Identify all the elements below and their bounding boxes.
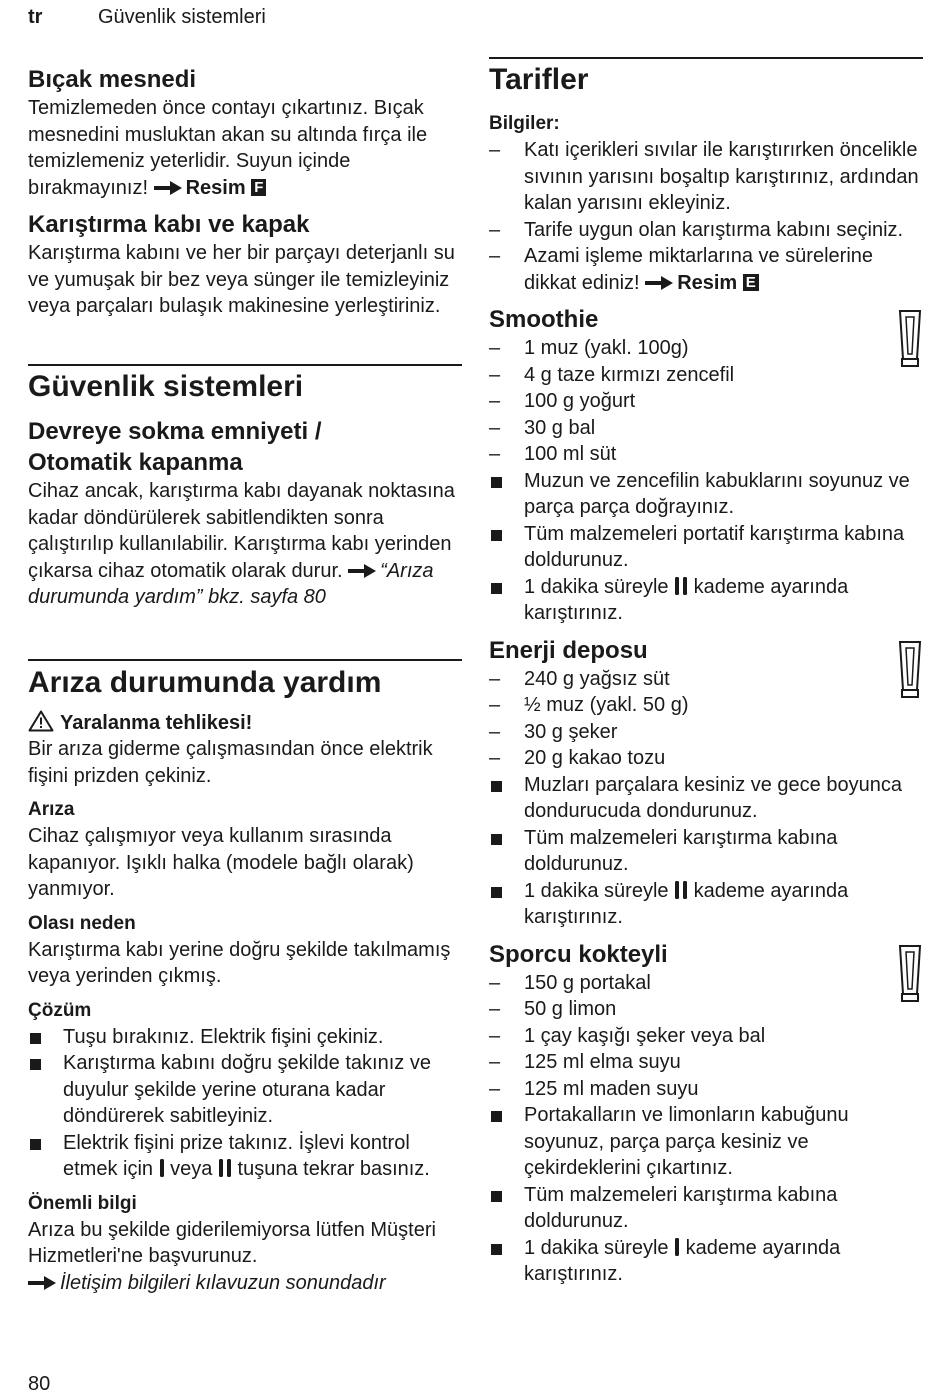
speed-1-icon bbox=[674, 1238, 680, 1256]
speed-2-icon bbox=[674, 881, 688, 899]
page-number: 80 bbox=[28, 1373, 51, 1395]
speed-1-icon bbox=[159, 1159, 165, 1177]
list-item: – 1 çay kaşığı şeker veya bal bbox=[489, 1024, 766, 1047]
arrow-right-icon bbox=[348, 564, 376, 578]
safety-subtitle-line1: Devreye sokma emniyeti / bbox=[28, 418, 322, 445]
list-item: – ½ muz (yakl. 50 g) bbox=[489, 694, 689, 716]
list-item: – 150 g portakal bbox=[489, 971, 651, 994]
safety-page-ref: “Arıza durumunda yardım” bkz. sayfa 80 bbox=[28, 559, 434, 608]
list-item: Elektrik fişini prize takınız. İşlevi kontrol etmek için veya tuşuna tekrar basınız. bbox=[63, 1131, 430, 1180]
list-item: 1 dakika süreyle kademe ayarında karıştırınız. bbox=[524, 575, 849, 624]
smoothie-title: Smoothie bbox=[489, 306, 599, 333]
list-item: – 240 g yağsız süt bbox=[489, 667, 670, 690]
fault-label: Arıza bbox=[28, 799, 75, 820]
list-item: – 125 ml maden suyu bbox=[489, 1077, 699, 1100]
list-item: – 30 g bal bbox=[489, 416, 596, 439]
list-item: – Azami işleme miktarlarına ve sürelerine dikkat ediniz! Resim E bbox=[489, 245, 874, 294]
note-text: Arıza bu şekilde giderilemiyorsa lütfen Müşteri Hizmetleri'ne başvurunuz. bbox=[28, 1218, 436, 1267]
solution-list bbox=[28, 1024, 462, 1183]
list-item: Tüm malzemeleri portatif karıştırma kabına doldurunuz. bbox=[524, 522, 905, 571]
list-item: – 1 muz (yakl. 100g) bbox=[489, 337, 689, 359]
speed-2-icon bbox=[674, 577, 688, 595]
ingredient-list bbox=[489, 666, 923, 931]
warning-heading bbox=[28, 710, 462, 736]
blade-text: Temizlemeden önce contayı çıkartınız. Bıçak mesnedini musluktan akan su altında fırça ile temizlemeniz yeterlidir. Suyun içinde bırakmayınız! Resim F bbox=[28, 97, 428, 199]
list-item: 1 dakika süreyle kademe ayarında karıştırınız. bbox=[524, 1236, 841, 1285]
language-code: tr bbox=[28, 6, 43, 28]
sport-title: Sporcu kokteyli bbox=[489, 940, 668, 968]
fault-text: Cihaz çalışmıyor veya kullanım sırasında kapanıyor. Işıklı halka (modele bağlı olarak) yanmıyor. bbox=[28, 825, 414, 900]
blade-title: Bıçak mesnedi bbox=[28, 66, 197, 93]
ingredient-list bbox=[489, 970, 923, 1288]
warning-title: Yaralanma tehlikesi! bbox=[60, 712, 253, 734]
list-item: – 125 ml elma suyu bbox=[489, 1051, 681, 1073]
info-label: Bilgiler: bbox=[489, 113, 560, 134]
warning-text: Bir arıza giderme çalışmasından önce elektrik fişini prizden çekiniz. bbox=[28, 738, 433, 787]
blade-ref-label: Resim bbox=[185, 176, 246, 199]
list-item: 1 dakika süreyle kademe ayarında karıştırınız. bbox=[524, 879, 849, 928]
recipes-title: Tarifler bbox=[489, 63, 589, 96]
page-header bbox=[28, 6, 266, 29]
arrow-right-icon bbox=[154, 181, 182, 195]
list-item: Muzun ve zencefilin kabuklarını soyunuz ve parça parça doğrayınız. bbox=[524, 469, 910, 518]
jug-title: Karıştırma kabı ve kapak bbox=[28, 211, 310, 238]
divider bbox=[489, 57, 923, 59]
speed-2-icon bbox=[218, 1159, 232, 1177]
info-list bbox=[489, 137, 923, 296]
cause-label: Olası neden bbox=[28, 912, 136, 934]
list-item: Tüm malzemeleri karıştırma kabına doldurunuz. bbox=[524, 826, 838, 875]
divider bbox=[28, 364, 462, 366]
list-item: – 100 g yoğurt bbox=[489, 390, 636, 412]
safety-subtitle-line2: Otomatik kapanma bbox=[28, 449, 243, 476]
note-ref: İletişim bilgileri kılavuzun sonundadır bbox=[28, 1270, 462, 1297]
troubleshooting-section bbox=[28, 666, 462, 1296]
safety-section bbox=[28, 370, 462, 611]
figure-badge: E bbox=[743, 274, 759, 291]
energy-title: Enerji deposu bbox=[489, 636, 648, 664]
list-item: – Katı içerikleri sıvılar ile karıştırırken öncelikle sıvının yarısını boşaltıp karıştırınız, ardından kalan yarısını ekleyiniz. bbox=[489, 139, 919, 214]
list-item: – 20 g kakao tozu bbox=[489, 747, 666, 769]
list-item: Muzları parçalara kesiniz ve gece boyunca dondurucuda dondurunuz. bbox=[524, 773, 902, 822]
list-item: Karıştırma kabını doğru şekilde takınız ve duyulur şekilde yerine oturana kadar döndürerek sabitleyiniz. bbox=[63, 1052, 431, 1127]
list-item: Tüm malzemeleri karıştırma kabına doldurunuz. bbox=[524, 1183, 838, 1232]
divider bbox=[28, 659, 462, 661]
safety-text: Cihaz ancak, karıştırma kabı dayanak noktasına kadar döndürülerek sabitlendikten sonra çalıştırılıp kullanılabilir. Karıştırma kabı yerinden çıkarsa cihaz otomatik olarak durur. “Arıza durumunda yardım” bkz. sayfa 80 bbox=[28, 480, 455, 608]
list-item: – Tarife uygun olan karıştırma kabını seçiniz. bbox=[489, 218, 904, 241]
list-item: Tuşu bırakınız. Elektrik fişini çekiniz. bbox=[63, 1025, 384, 1048]
list-item: – 30 g şeker bbox=[489, 720, 618, 743]
warning-triangle-icon bbox=[28, 710, 54, 732]
blade-section bbox=[28, 64, 462, 320]
list-item: – 50 g limon bbox=[489, 998, 617, 1020]
arrow-right-icon bbox=[28, 1276, 56, 1290]
figure-badge: F bbox=[251, 179, 266, 196]
jug-text: Karıştırma kabını ve her bir parçayı deterjanlı su ve yumuşak bir bez veya sünger ile temizleyiniz veya parçaları bulaşık makinesine yerleştiriniz. bbox=[28, 242, 455, 317]
recipe-energy bbox=[489, 635, 923, 931]
recipe-smoothie bbox=[489, 304, 923, 627]
ingredient-list bbox=[489, 335, 923, 627]
safety-title: Güvenlik sistemleri bbox=[28, 370, 304, 403]
recipes-section bbox=[489, 63, 923, 1288]
list-item: – 4 g taze kırmızı zencefil bbox=[489, 363, 735, 386]
note-label: Önemli bilgi bbox=[28, 1192, 137, 1214]
arrow-right-icon bbox=[645, 276, 673, 290]
header-section-title: Güvenlik sistemleri bbox=[98, 6, 266, 28]
recipe-sport bbox=[489, 939, 923, 1288]
list-item: Portakalların ve limonların kabuğunu soyunuz, parça parça kesiniz ve çekirdeklerini çıkartınız. bbox=[524, 1104, 849, 1179]
solution-label: Çözüm bbox=[28, 999, 92, 1021]
troubleshooting-title: Arıza durumunda yardım bbox=[28, 666, 382, 699]
cause-text: Karıştırma kabı yerine doğru şekilde takılmamış veya yerinden çıkmış. bbox=[28, 938, 451, 987]
list-item: – 100 ml süt bbox=[489, 443, 617, 465]
